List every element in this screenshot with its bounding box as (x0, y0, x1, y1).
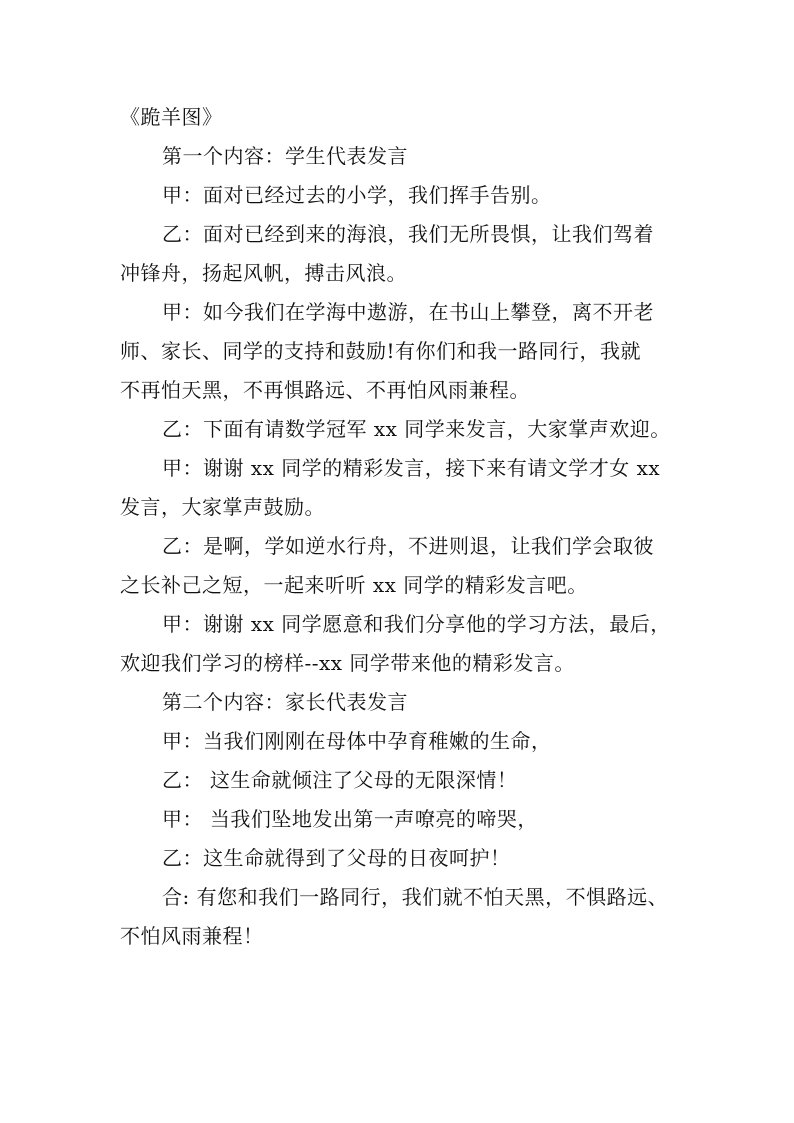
text-line: 冲锋舟，扬起风帆，搏击风浪。 (120, 261, 407, 285)
text-line: 甲： 当我们坠地发出第一声嘹亮的啼哭， (162, 807, 538, 831)
text-line: 甲：面对已经过去的小学，我们挥手告别。 (162, 183, 552, 207)
text-line: 乙：是啊，学如逆水行舟，不进则退，让我们学会取彼 (162, 534, 654, 558)
text-line: 合: 有您和我们一路同行，我们就不怕天黑，不惧路远、 (162, 885, 669, 909)
text-line: 不再怕天黑，不再惧路远、不再怕风雨兼程。 (120, 378, 530, 402)
text-line: 甲：当我们刚刚在母体中孕育稚嫩的生命， (162, 729, 552, 753)
text-line: 甲：谢谢 xx 同学愿意和我们分享他的学习方法，最后， (162, 612, 671, 636)
text-line: 甲：如今我们在学海中遨游，在书山上攀登，离不开老 (162, 300, 654, 324)
text-line: 乙： 这生命就倾注了父母的无限深情！ (162, 768, 518, 792)
text-line: 第一个内容：学生代表发言 (162, 144, 408, 168)
text-line: 乙：这生命就得到了父母的日夜呵护！ (162, 846, 511, 870)
document-title: 《跪羊图》 (120, 105, 223, 129)
text-line: 欢迎我们学习的榜样--xx 同学带来他的精彩发言。 (120, 651, 575, 675)
text-line: 之长补己之短，一起来听听 xx 同学的精彩发言吧。 (120, 573, 588, 597)
text-line: 乙：面对已经到来的海浪，我们无所畏惧，让我们驾着 (162, 222, 654, 246)
text-line: 第二个内容：家长代表发言 (162, 690, 408, 714)
text-line: 不怕风雨兼程！ (120, 924, 264, 948)
paragraph-lines (120, 137, 686, 956)
document-body (120, 98, 686, 956)
text-line: 师、家长、同学的支持和鼓励!有你们和我一路同行，我就 (120, 339, 642, 363)
text-line: 乙：下面有请数学冠军 xx 同学来发言，大家掌声欢迎。 (162, 417, 671, 441)
text-line: 甲：谢谢 xx 同学的精彩发言，接下来有请文学才女 xx (162, 456, 661, 480)
text-line: 发言，大家掌声鼓励。 (120, 495, 325, 519)
